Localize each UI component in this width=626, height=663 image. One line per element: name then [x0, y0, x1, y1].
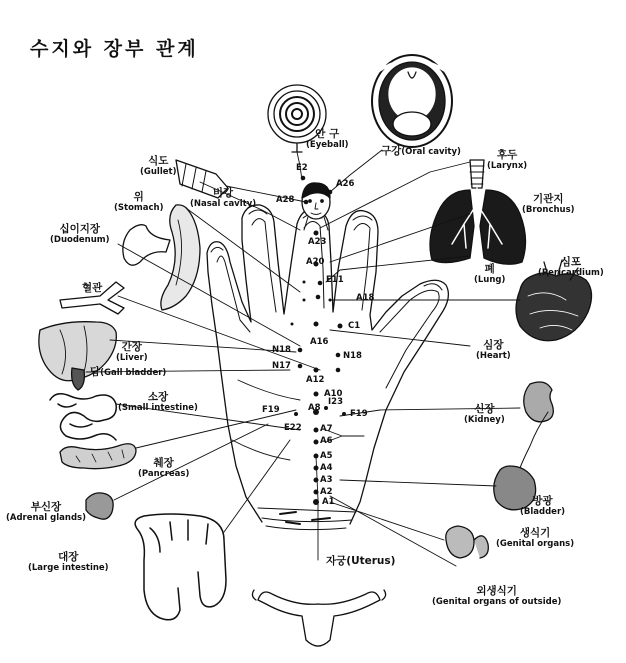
- label-eyeball: 안 구 (Eyeball): [306, 128, 349, 150]
- label-pancreas: 췌장 (Pancreas): [138, 457, 190, 479]
- uterus-shape: [258, 592, 380, 646]
- label-gullet: 식도 (Gullet): [140, 155, 177, 177]
- point-c1: C1: [348, 321, 361, 331]
- dot-a18: [316, 295, 321, 300]
- dot-n18a: [298, 348, 303, 353]
- label-heart: 심장 (Heart): [476, 339, 511, 361]
- leader-genital: [330, 502, 444, 540]
- ring-nail: [249, 210, 267, 214]
- point-a10: A10: [324, 389, 343, 399]
- dot-finger-4: [303, 281, 306, 284]
- eyeball-ring-3: [286, 103, 308, 125]
- dot-a3: [314, 478, 319, 483]
- face-eye-right: [321, 200, 323, 202]
- dot-n17: [298, 364, 303, 369]
- point-n18b: N18: [343, 351, 362, 361]
- label-liver: 간장 (Liver): [116, 341, 148, 363]
- kidney-shape: [524, 382, 554, 422]
- label-genital: 생식기 (Genital organs): [496, 527, 575, 549]
- pancreas-shape: [60, 444, 136, 469]
- face-eye-left: [309, 200, 311, 202]
- thumb-nail: [424, 284, 442, 290]
- dot-e2: [301, 176, 306, 181]
- small-intestine: [50, 394, 116, 440]
- point-a23: A23: [308, 237, 327, 247]
- label-gall: 담(Gall bladder): [90, 366, 167, 378]
- label-vessel: 혈관: [82, 282, 103, 294]
- dot-e11: [318, 281, 323, 286]
- leader-pancreas: [136, 410, 296, 448]
- point-a1: A1: [322, 497, 335, 507]
- point-e22: E22: [284, 423, 302, 433]
- label-adrenal: 부신장 (Adrenal glands): [6, 501, 86, 523]
- label-small: 소장 (Small intestine): [118, 391, 198, 413]
- dot-a5: [314, 454, 319, 459]
- point-a3: A3: [320, 475, 333, 485]
- point-a2: A2: [320, 487, 333, 497]
- lung-right: [480, 190, 526, 264]
- dot-c1: [338, 324, 343, 329]
- point-a4: A4: [320, 463, 333, 473]
- pericardium-shape: [516, 273, 592, 341]
- genital-organs: [446, 526, 489, 558]
- point-n17: N17: [272, 361, 291, 371]
- point-a6: A6: [320, 436, 333, 446]
- duodenum-shape: [123, 225, 170, 266]
- label-pericardium: 심포 (Pericardium): [538, 256, 604, 278]
- label-uterus: 자궁(Uterus): [326, 555, 396, 567]
- index-nail: [353, 216, 372, 220]
- point-f19b: F19: [350, 409, 368, 419]
- point-n18a: N18: [272, 345, 291, 355]
- point-e11: E11: [326, 275, 344, 285]
- dot-n18b: [336, 353, 341, 358]
- label-large: 대장 (Large intestine): [28, 551, 109, 573]
- stomach-shape: [161, 205, 200, 310]
- label-bronchus: 기관지 (Bronchus): [522, 193, 575, 215]
- dot-finger-3: [291, 323, 294, 326]
- dot-a1: [313, 499, 319, 505]
- wrist-crease-2: [262, 518, 352, 522]
- dot-f19b: [342, 412, 346, 416]
- point-a12: A12: [306, 375, 325, 385]
- dot-f19a: [294, 412, 298, 416]
- uterus-ovaries: [252, 590, 385, 600]
- point-a28: A28: [276, 195, 295, 205]
- dot-a10: [314, 392, 319, 397]
- label-bladder: 방광 (Bladder): [520, 495, 566, 517]
- dot-finger-1: [303, 299, 306, 302]
- wrist-crease-3: [266, 526, 346, 530]
- dot-a12: [314, 368, 319, 373]
- adrenal-shape: [86, 493, 113, 519]
- point-a7: A7: [320, 424, 333, 434]
- dot-a6: [314, 440, 319, 445]
- label-outside: 외생식기 (Genital organs of outside): [432, 585, 562, 607]
- point-a20: A20: [306, 257, 325, 267]
- palm-line-2: [232, 440, 290, 460]
- point-i23: I23: [328, 397, 343, 407]
- eyeball-ring-4: [292, 109, 302, 119]
- label-kidney: 신장 (Kidney): [464, 403, 505, 425]
- wrist-shade: [280, 512, 330, 524]
- dot-a26: [328, 190, 333, 195]
- lung-left: [430, 190, 474, 263]
- point-a16: A16: [310, 337, 329, 347]
- dot-finger-2: [329, 299, 332, 302]
- point-a8: A8: [308, 403, 321, 413]
- gall-bladder: [72, 368, 85, 390]
- label-stomach: 위 (Stomach): [114, 191, 164, 213]
- eyeball-stem: [292, 143, 302, 152]
- leader-heart: [330, 330, 470, 346]
- dot-a16: [314, 322, 319, 327]
- label-lung: 폐 (Lung): [474, 263, 506, 285]
- wrist-crease-1: [258, 508, 356, 512]
- point-a26: A26: [336, 179, 355, 189]
- label-larynx: 후두 (Larynx): [487, 149, 528, 171]
- page-title: 수지와 장부 관계: [30, 38, 199, 60]
- label-oral: 구강(Oral cavity): [381, 145, 461, 157]
- label-nasal: 비강 (Nasal cavity): [190, 187, 257, 209]
- pinky-nail: [211, 247, 223, 252]
- leader-bladder: [340, 480, 496, 486]
- point-f19a: F19: [262, 405, 280, 415]
- point-a5: A5: [320, 451, 333, 461]
- dot-a7: [314, 428, 319, 433]
- dot-a2: [314, 490, 319, 495]
- large-intestine: [135, 514, 226, 620]
- point-e2: E2: [296, 163, 308, 173]
- dot-a23: [314, 231, 319, 236]
- leader-duodenum: [118, 244, 300, 346]
- palm-line-1: [238, 380, 300, 400]
- dot-a4: [314, 466, 319, 471]
- dot-a28: [304, 200, 309, 205]
- label-duodenum: 십이지장 (Duodenum): [50, 223, 110, 245]
- leader-uterus: [316, 456, 318, 560]
- oral-tongue: [393, 112, 431, 136]
- dot-n18c: [336, 368, 341, 373]
- point-a18: A18: [356, 293, 375, 303]
